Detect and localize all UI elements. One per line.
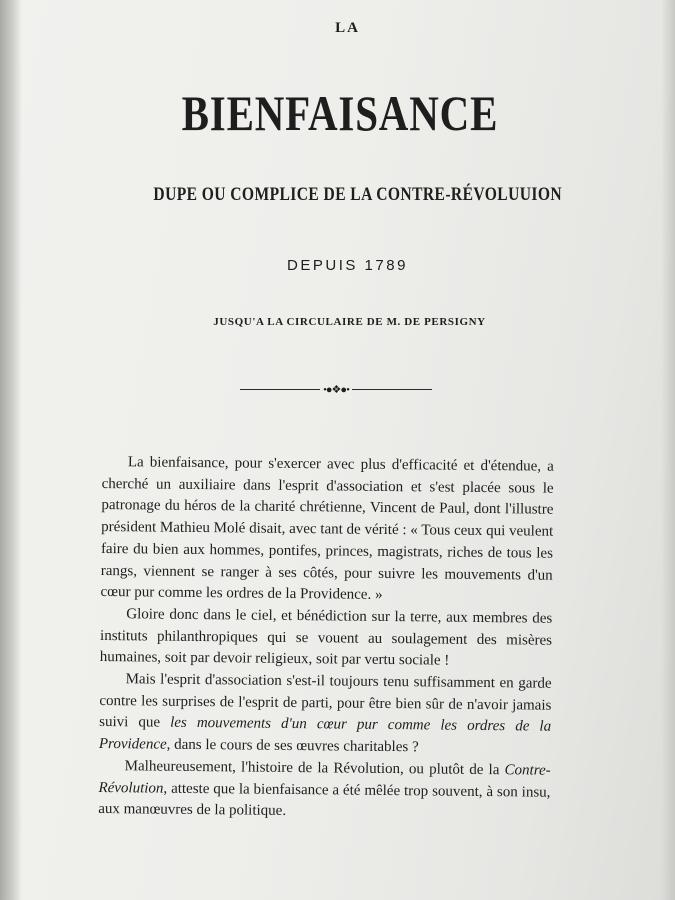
page-gutter-shadow bbox=[0, 0, 22, 900]
text-run: , atteste que la bienfaisance a été mêlée trop souvent, à son insu, aux manœuvres de la politique. bbox=[98, 780, 551, 820]
ornament-icon: •●❖●• bbox=[323, 384, 349, 396]
paragraph bbox=[99, 669, 552, 761]
body-text bbox=[98, 452, 554, 826]
title-article: LA bbox=[335, 20, 360, 36]
italic-run: les mouvements d'un cœur pur comme les ordres de la Providence bbox=[98, 715, 552, 753]
ornamental-divider bbox=[240, 382, 432, 398]
paragraph bbox=[100, 604, 553, 674]
page-edge-shadow bbox=[661, 0, 675, 900]
text-run: Mais l'esprit d'association s'est-il toujours tenu suffisamment en garde contre les surprises de l'esprit de parti, pour être bien sûr de n'avoir jamais suivi que bbox=[99, 671, 552, 732]
italic-run: Contre-Révolution bbox=[98, 762, 551, 797]
text-run: Gloire donc dans le ciel, et bénédiction sur la terre, aux membres des instituts philanthropiques qui se vouent au soulagement des misères humaines, soit par devoir religieux, soit par vertu sociale ! bbox=[99, 606, 553, 669]
scope-line: JUSQU'A LA CIRCULAIRE DE M. DE PERSIGNY bbox=[213, 316, 486, 328]
text-run: La bienfaisance, pour s'exercer avec plus d'efficacité et d'étendue, a cherché un auxiliaire dans l'esprit d'association et s'est placée sous le patronage du héros de la charité chrétienne, Vincent de Paul, dont l'illustre président Mathieu Molé disait, avec tant de vérité : « Tous ceux qui veulent faire du bien aux hommes, pontifes, princes, magistrats, riches de tous les rangs, viennent se ranger à ses côtés, pour suivre les mouvements d'un cœur pur comme les ordres de la Providence. » bbox=[100, 454, 554, 604]
paragraph bbox=[98, 756, 551, 826]
page-title: BIENFAISANCE bbox=[181, 85, 499, 141]
text-run: , dans le cours de ses œuvres charitables ? bbox=[166, 736, 419, 756]
divider-line-right bbox=[352, 389, 432, 390]
paragraph bbox=[100, 452, 554, 609]
date-line: DEPUIS 1789 bbox=[287, 257, 408, 274]
page-subtitle: DUPE OU COMPLICE DE LA CONTRE-RÉVOLUUION bbox=[153, 184, 563, 205]
text-run: Malheureusement, l'histoire de la Révolution, ou plutôt de la bbox=[124, 758, 505, 779]
divider-line-left bbox=[240, 389, 320, 390]
